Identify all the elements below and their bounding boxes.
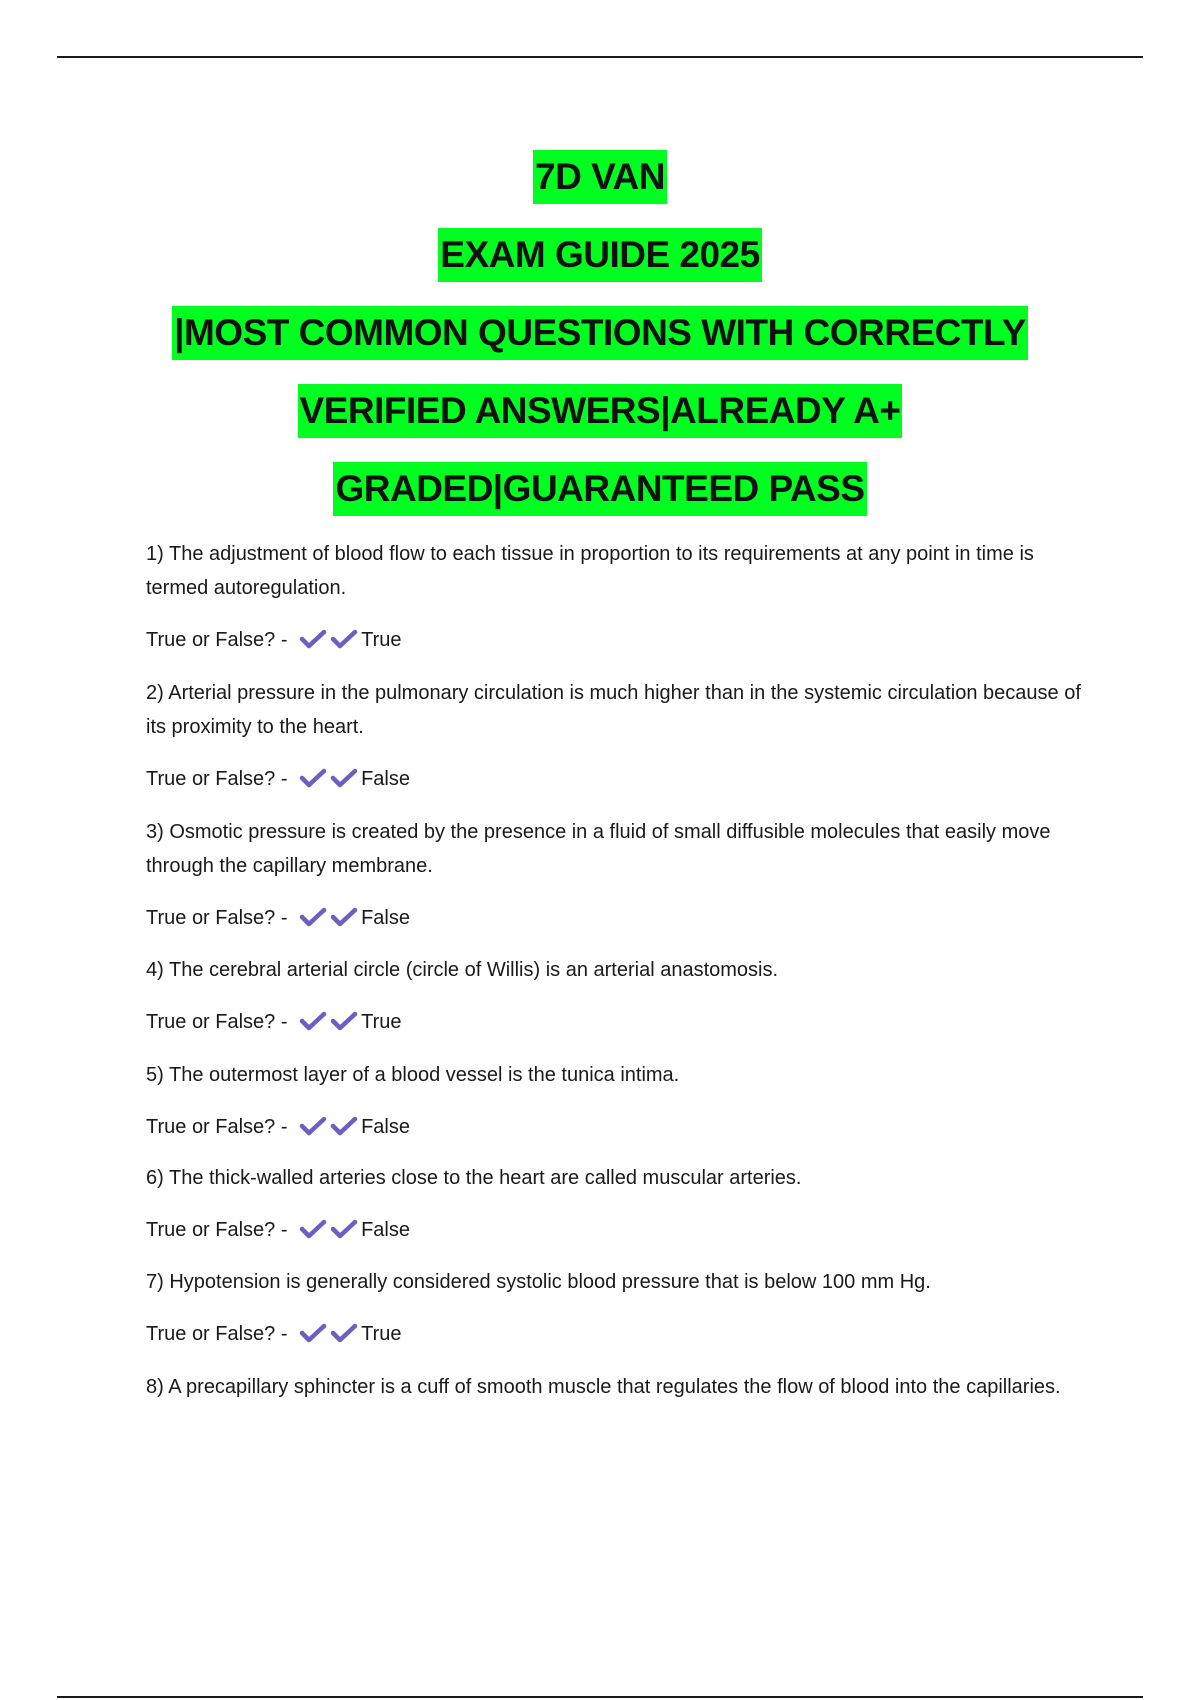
footer-rule xyxy=(57,1696,1143,1698)
checkmark-icon xyxy=(299,1219,327,1239)
question-item-1 xyxy=(146,537,1096,657)
question-text: 4) The cerebral arterial circle (circle of Willis) is an arterial anastomosis. xyxy=(146,959,779,981)
question-text: 8) A precapillary sphincter is a cuff of smooth muscle that regulates the flow of blood into the capillaries. xyxy=(146,1376,1061,1398)
answer-prefix: True or False? - xyxy=(146,1011,294,1033)
checkmark-icon xyxy=(330,629,358,649)
answer-prefix: True or False? - xyxy=(146,768,294,790)
answer-row xyxy=(146,1213,1096,1247)
answer-prefix: True or False? - xyxy=(146,907,294,929)
answer-value: True xyxy=(361,629,402,651)
checkmark-icon xyxy=(299,629,327,649)
answer-prefix: True or False? - xyxy=(146,1116,294,1138)
document-title xyxy=(0,146,1200,536)
question-item-3 xyxy=(146,815,1096,935)
title-line-1: 7D VAN xyxy=(0,146,1200,224)
answer-row xyxy=(146,901,1096,935)
question-item-4 xyxy=(146,953,1096,1039)
question-text: 7) Hypotension is generally considered systolic blood pressure that is below 100 mm Hg. xyxy=(146,1271,931,1293)
answer-row xyxy=(146,623,1096,657)
checkmark-icon xyxy=(299,1323,327,1343)
answer-value: False xyxy=(361,1116,410,1138)
question-item-7 xyxy=(146,1265,1096,1351)
answer-value: False xyxy=(361,768,410,790)
answer-value: True xyxy=(361,1323,402,1345)
question-item-5 xyxy=(146,1058,1096,1144)
answer-prefix: True or False? - xyxy=(146,1323,294,1345)
checkmark-icon xyxy=(330,768,358,788)
question-item-8 xyxy=(146,1370,1096,1404)
answer-row xyxy=(146,1005,1096,1039)
checkmark-icon xyxy=(330,1323,358,1343)
title-line-2: EXAM GUIDE 2025 xyxy=(0,224,1200,302)
answer-value: False xyxy=(361,1219,410,1241)
question-item-6 xyxy=(146,1161,1096,1247)
answer-prefix: True or False? - xyxy=(146,629,294,651)
checkmark-icon xyxy=(330,1011,358,1031)
checkmark-icon xyxy=(299,768,327,788)
checkmark-icon xyxy=(299,1116,327,1136)
checkmark-icon xyxy=(299,1011,327,1031)
title-line-4: VERIFIED ANSWERS|ALREADY A+ xyxy=(0,380,1200,458)
question-text: 1) The adjustment of blood flow to each tissue in proportion to its requirements at any point in time is termed autoregulation. xyxy=(146,543,1034,599)
question-text: 2) Arterial pressure in the pulmonary circulation is much higher than in the systemic circulation because of its proximity to the heart. xyxy=(146,682,1081,738)
answer-value: True xyxy=(361,1011,402,1033)
answer-prefix: True or False? - xyxy=(146,1219,294,1241)
answer-value: False xyxy=(361,907,410,929)
question-item-2 xyxy=(146,676,1096,796)
checkmark-icon xyxy=(330,907,358,927)
question-text: 3) Osmotic pressure is created by the presence in a fluid of small diffusible molecules that easily move through the capillary membrane. xyxy=(146,821,1051,877)
question-text: 6) The thick-walled arteries close to the heart are called muscular arteries. xyxy=(146,1167,802,1189)
answer-row xyxy=(146,1110,1096,1144)
checkmark-icon xyxy=(330,1219,358,1239)
answer-row xyxy=(146,762,1096,796)
title-line-5: GRADED|GUARANTEED PASS xyxy=(0,458,1200,536)
question-text: 5) The outermost layer of a blood vessel is the tunica intima. xyxy=(146,1064,680,1086)
checkmark-icon xyxy=(330,1116,358,1136)
answer-row xyxy=(146,1317,1096,1351)
checkmark-icon xyxy=(299,907,327,927)
header-rule xyxy=(57,56,1143,58)
title-line-3: |MOST COMMON QUESTIONS WITH CORRECTLY xyxy=(0,302,1200,380)
